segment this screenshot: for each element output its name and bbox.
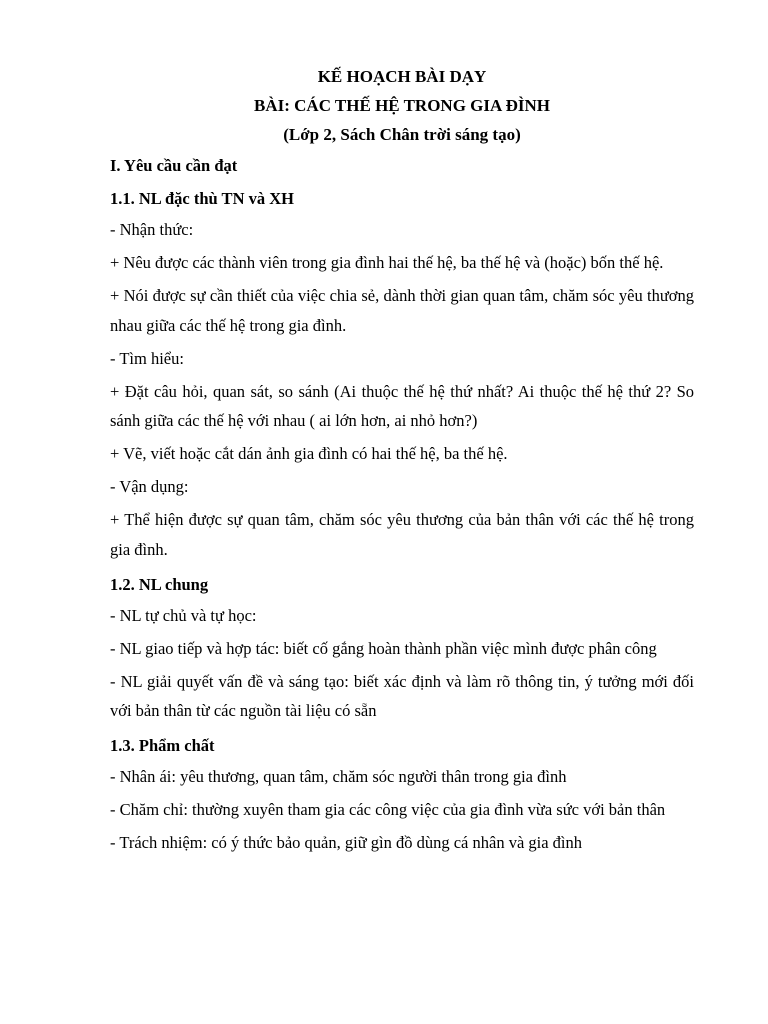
doc-title: KẾ HOẠCH BÀI DẠY — [317, 67, 487, 86]
list-item: - Nhận thức: — [110, 220, 194, 239]
list-item: - Nhân ái: yêu thương, quan tâm, chăm sóc người thân trong gia đình — [110, 767, 567, 786]
document-page — [110, 62, 694, 861]
subsection-heading: 1.3. Phẩm chất — [110, 736, 215, 755]
list-item: - NL giao tiếp và hợp tác: biết cố gắng hoàn thành phần việc mình được phân công — [110, 638, 657, 658]
list-item: + Nêu được các thành viên trong gia đình hai thế hệ, ba thế hệ và (hoặc) bốn thế hệ. — [110, 253, 664, 272]
list-item: - Vận dụng: — [110, 477, 189, 496]
list-item: - Trách nhiệm: có ý thức bảo quản, giữ gìn đồ dùng cá nhân và gia đình — [110, 833, 583, 852]
list-item: + Nói được sự cần thiết của việc chia sẻ, dành thời gian quan tâm, chăm sóc yêu thương nhau giữa các thế hệ trong gia đình. — [110, 286, 694, 335]
subsection-heading: 1.2. NL chung — [110, 574, 209, 594]
list-item: + Vẽ, viết hoặc cắt dán ảnh gia đình có hai thế hệ, ba thế hệ. — [110, 444, 508, 463]
subsection-heading: 1.1. NL đặc thù TN và XH — [110, 189, 294, 208]
lesson-subtitle: (Lớp 2, Sách Chân trời sáng tạo) — [283, 125, 521, 144]
list-item: + Đặt câu hỏi, quan sát, so sánh (Ai thuộc thế hệ thứ nhất? Ai thuộc thế hệ thứ 2? So sánh giữa các thế hệ với nhau ( ai lớn hơn, ai nhỏ hơn?) — [110, 381, 694, 430]
list-item: - Chăm chỉ: thường xuyên tham gia các công việc của gia đình vừa sức với bản thân — [110, 800, 666, 819]
section-heading: I. Yêu cầu cần đạt — [110, 156, 238, 175]
list-item: - NL giải quyết vấn đề và sáng tạo: biết xác định và làm rõ thông tin, ý tưởng mới đối với bản thân từ các nguồn tài liệu có sẵn — [110, 671, 694, 720]
list-item: - Tìm hiểu: — [110, 348, 184, 368]
list-item: - NL tự chủ và tự học: — [110, 605, 257, 625]
list-item: + Thể hiện được sự quan tâm, chăm sóc yêu thương của bản thân với các thế hệ trong gia đình. — [110, 510, 694, 559]
lesson-title: BÀI: CÁC THẾ HỆ TRONG GIA ĐÌNH — [254, 96, 550, 115]
